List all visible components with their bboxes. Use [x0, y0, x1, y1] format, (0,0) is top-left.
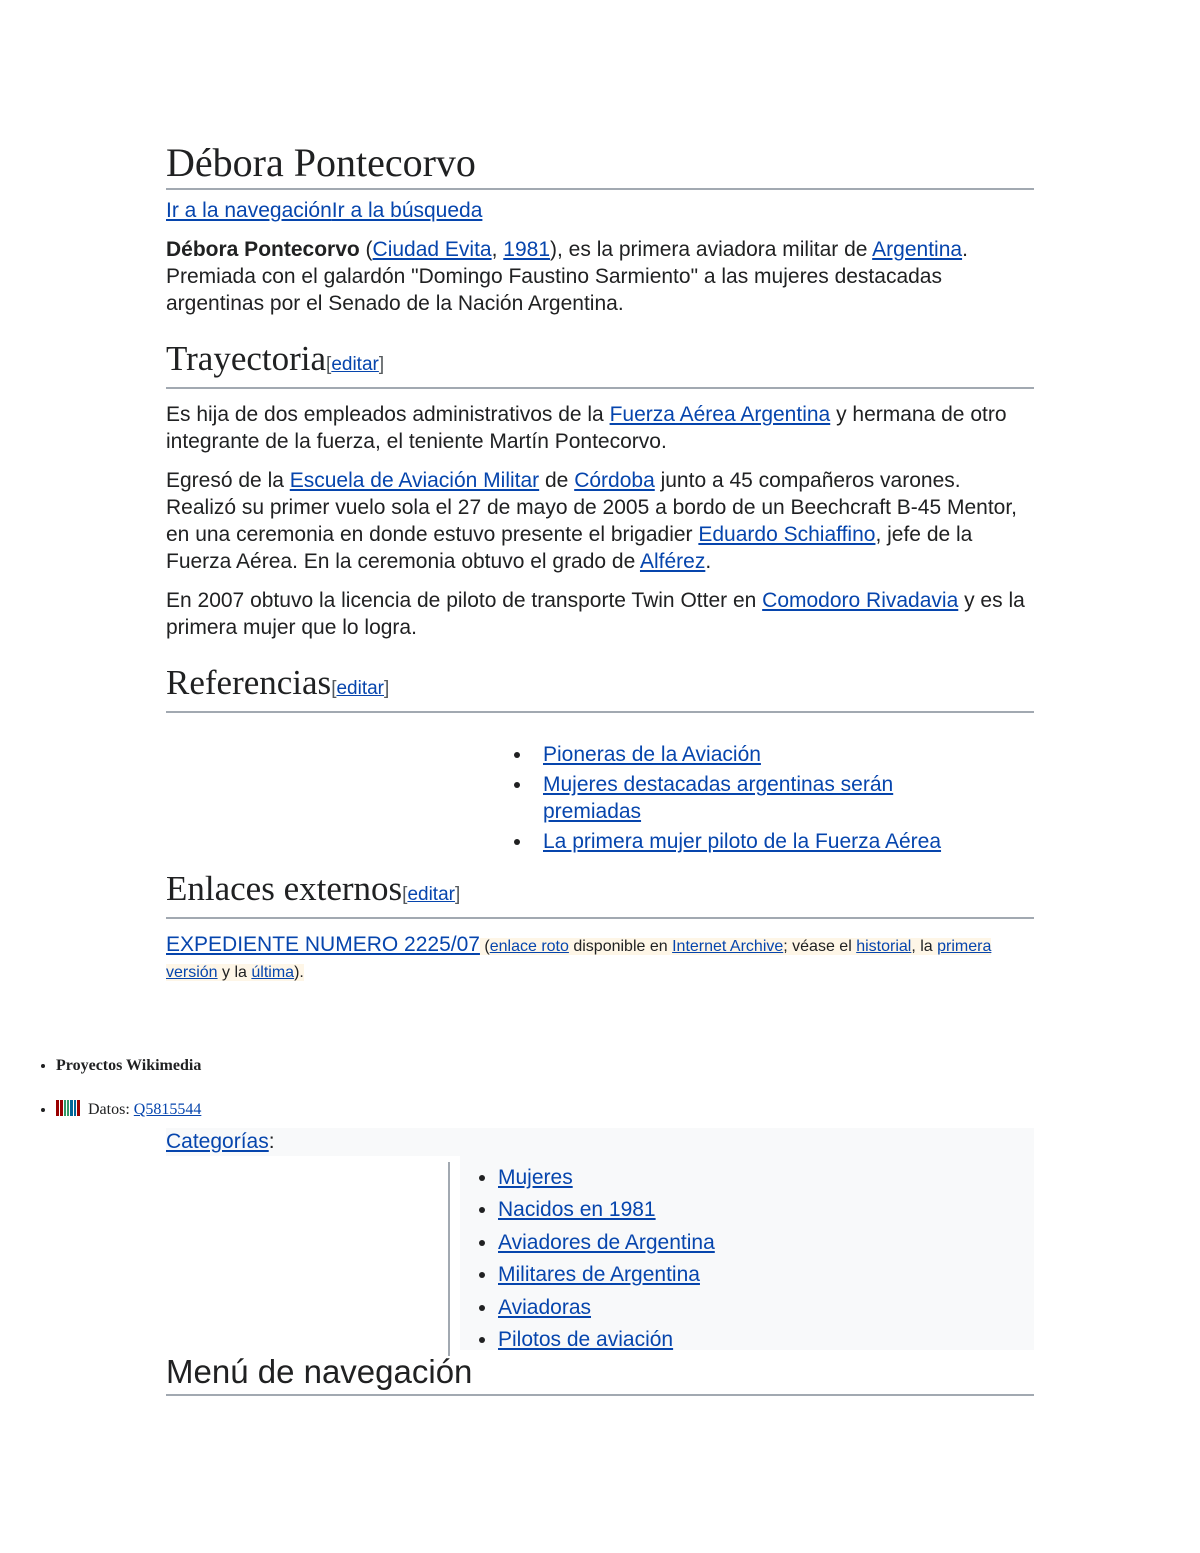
- text: (: [479, 938, 490, 955]
- list-item: [56, 1055, 201, 1077]
- first-version-link[interactable]: primera versión: [166, 938, 992, 981]
- jump-links: [166, 198, 1034, 224]
- list-item: [498, 1259, 715, 1291]
- references-list: [166, 741, 973, 855]
- category-link[interactable]: Aviadores de Argentina: [498, 1230, 715, 1254]
- expediente-link[interactable]: EXPEDIENTE NUMERO 2225/07: [166, 933, 480, 956]
- list-item: [498, 1292, 715, 1324]
- page-title: Débora Pontecorvo: [166, 140, 1034, 190]
- link-1981[interactable]: 1981: [503, 238, 551, 261]
- text: junto a 45 compañeros varones. Realizó su primer vuelo sola el 27 de mayo de 2005 a bordo de un Beechcraft B-45 Mentor, en una ceremonia en donde estuvo presente el brigadier: [166, 469, 1018, 546]
- edit-link[interactable]: editar: [336, 678, 384, 699]
- section-heading-enlaces-externos: [166, 869, 1034, 919]
- text: Es hija de dos empleados administrativos de la: [166, 403, 610, 426]
- text: ).: [294, 964, 304, 981]
- internet-archive-link[interactable]: Internet Archive: [672, 938, 784, 955]
- edit-section: [editar]: [326, 354, 385, 375]
- paragraph: [166, 401, 1034, 455]
- link-eduardo-schiaffino[interactable]: Eduardo Schiaffino: [698, 523, 876, 546]
- category-list: [448, 1162, 715, 1356]
- intro-paragraph: [166, 236, 1034, 317]
- paragraph: [166, 467, 1034, 575]
- projects-heading: Proyectos Wikimedia: [56, 1057, 202, 1074]
- heading-text: Trayectoria: [166, 339, 327, 378]
- link-fuerza-aerea-argentina[interactable]: Fuerza Aérea Argentina: [609, 403, 831, 426]
- list-item: [498, 1162, 715, 1194]
- link-cordoba[interactable]: Córdoba: [574, 469, 655, 492]
- text: y es la primera mujer que lo logra.: [166, 589, 1025, 639]
- edit-section: [editar]: [331, 678, 390, 699]
- text: En 2007 obtuvo la licencia de piloto de transporte Twin Otter en: [166, 589, 763, 612]
- text: de: [539, 469, 575, 492]
- jump-to-search-link[interactable]: Ir a la búsqueda: [331, 199, 483, 222]
- category-label-area: [166, 1156, 460, 1350]
- text: (: [359, 238, 373, 261]
- datos-label: Datos:: [88, 1101, 134, 1118]
- section-heading-referencias: [166, 663, 1034, 713]
- wikidata-item-link[interactable]: Q5815544: [133, 1101, 202, 1118]
- list-item: [498, 1194, 715, 1226]
- category-link[interactable]: Militares de Argentina: [498, 1263, 700, 1287]
- list-item: [533, 828, 973, 855]
- jump-to-navigation-link[interactable]: Ir a la navegación: [166, 199, 332, 222]
- heading-text: Referencias: [166, 663, 332, 702]
- link-ciudad-evita[interactable]: Ciudad Evita: [372, 238, 492, 261]
- list-item: [56, 1099, 201, 1121]
- text: ,: [491, 238, 504, 261]
- text: y la: [217, 964, 252, 981]
- category-link[interactable]: Pilotos de aviación: [498, 1328, 674, 1352]
- text: y hermana de otro integrante de la fuerza, el teniente Martín Pontecorvo.: [166, 403, 1007, 453]
- section-heading-trayectoria: [166, 339, 1034, 389]
- category-link[interactable]: Mujeres: [498, 1166, 573, 1189]
- article-content: [166, 140, 1034, 985]
- text: , jefe de la Fuerza Aérea. En la ceremonia obtuvo el grado de: [166, 523, 973, 573]
- list-item: [533, 771, 973, 825]
- text: , la: [911, 938, 938, 955]
- link-argentina[interactable]: Argentina: [872, 238, 963, 261]
- subject-name: Débora Pontecorvo: [166, 238, 360, 261]
- category-links: [166, 1128, 1034, 1350]
- text: :: [268, 1130, 275, 1153]
- external-link-line: [166, 933, 1034, 985]
- dead-link-link[interactable]: enlace roto: [489, 938, 569, 955]
- list-item: [498, 1227, 715, 1259]
- edit-link[interactable]: editar: [331, 354, 379, 375]
- text: . Premiada con el galardón "Domingo Faustino Sarmiento" a las mujeres destacadas argentinas por el Senado de la Nación Argentina.: [166, 238, 968, 315]
- categories-link[interactable]: Categorías: [166, 1130, 269, 1153]
- categories-label: [166, 1130, 275, 1154]
- text: disponible en: [568, 938, 673, 955]
- link-escuela-aviacion-militar[interactable]: Escuela de Aviación Militar: [289, 469, 540, 492]
- latest-version-link[interactable]: última: [251, 964, 295, 981]
- reference-link[interactable]: Pioneras de la Aviación: [543, 743, 761, 766]
- link-comodoro-rivadavia[interactable]: Comodoro Rivadavia: [762, 589, 959, 612]
- heading-text: Enlaces externos: [166, 869, 403, 908]
- edit-link[interactable]: editar: [407, 884, 455, 905]
- paragraph: [166, 587, 1034, 641]
- history-link[interactable]: historial: [856, 938, 912, 955]
- text: ), es la primera aviadora militar de: [550, 238, 873, 261]
- link-alferez[interactable]: Alférez: [639, 550, 706, 573]
- reference-link[interactable]: Mujeres destacadas argentinas serán premiadas: [543, 773, 894, 823]
- reference-link[interactable]: La primera mujer piloto de la Fuerza Aérea: [543, 830, 942, 853]
- list-item: [533, 741, 973, 768]
- text: ; véase el: [783, 938, 857, 955]
- category-link[interactable]: Nacidos en 1981: [498, 1198, 656, 1222]
- navigation-menu-heading: Menú de navegación: [166, 1352, 1034, 1396]
- text: Egresó de la: [166, 469, 290, 492]
- edit-section: [editar]: [402, 884, 461, 905]
- category-link[interactable]: Aviadoras: [498, 1295, 592, 1319]
- wikidata-icon: [56, 1100, 82, 1116]
- text: .: [705, 550, 712, 573]
